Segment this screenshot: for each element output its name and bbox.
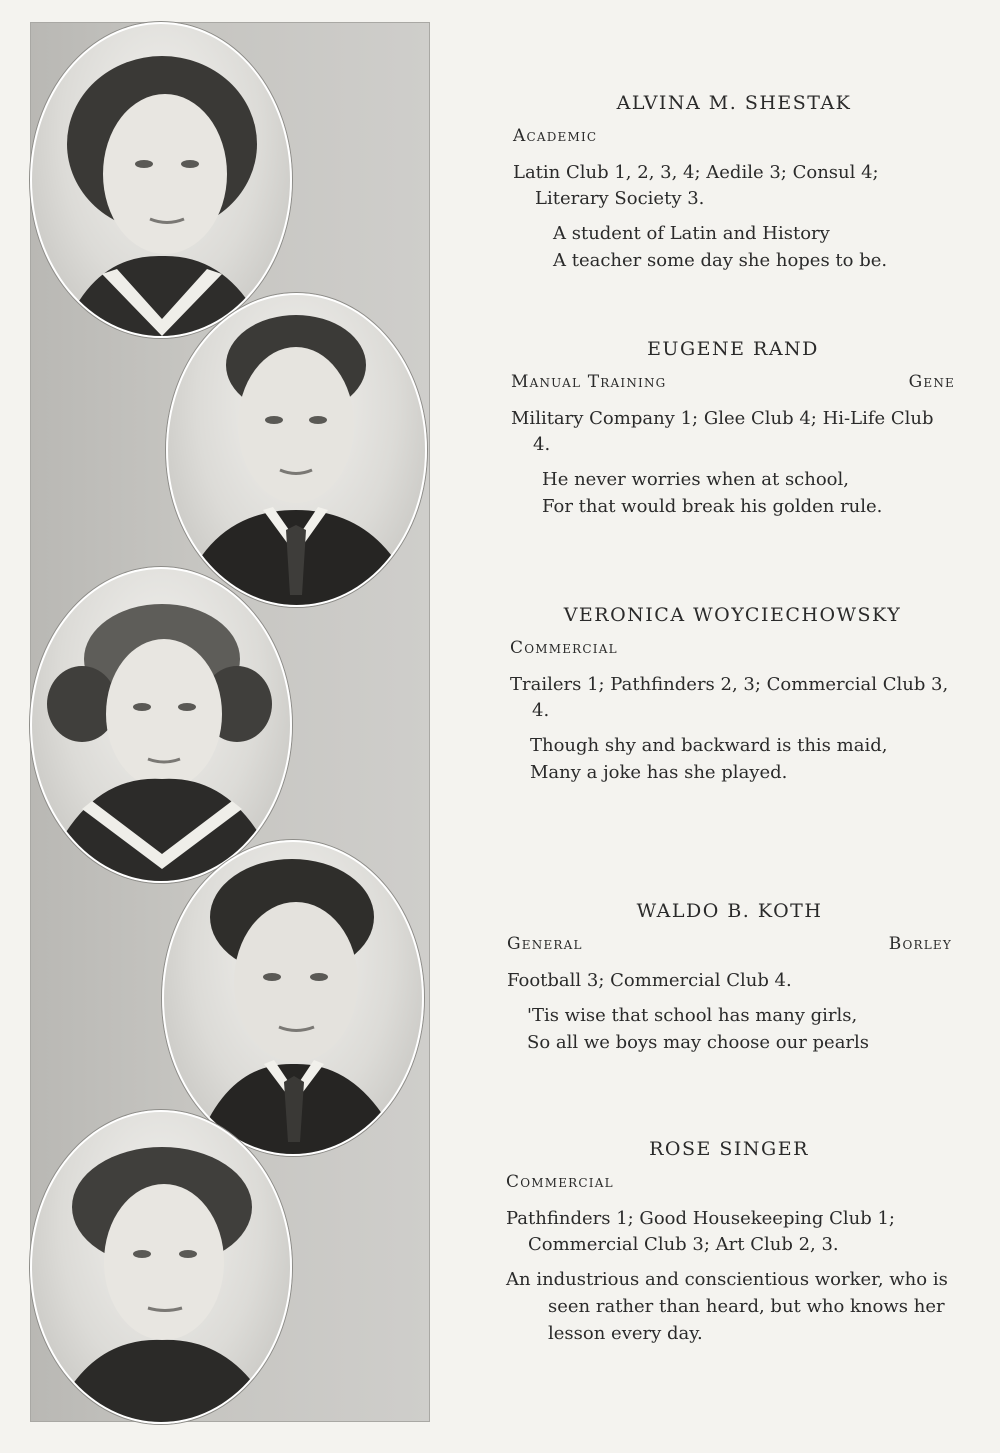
course-label: Academic [513, 126, 598, 146]
portrait-veronica-woyciechowsky [30, 567, 292, 883]
student-name: VERONICA WOYCIECHOWSKY [563, 604, 902, 626]
motto-line: So all we boys may choose our pearls [527, 1032, 870, 1053]
motto-line: A teacher some day she hopes to be. [553, 250, 888, 271]
nickname-label: Gene [908, 372, 955, 392]
motto-line: For that would break his golden rule. [542, 496, 883, 517]
course-label: Commercial [506, 1172, 614, 1192]
course-label: General [507, 934, 583, 954]
motto-line: Though shy and backward is this maid, [530, 735, 888, 756]
motto-line: Many a joke has she played. [530, 762, 788, 783]
motto-line: 'Tis wise that school has many girls, [527, 1005, 858, 1026]
portrait-photo-image [32, 1112, 290, 1422]
student-entry [511, 338, 955, 520]
course-label: Manual Training [511, 372, 667, 392]
portrait-rose-singer [30, 1110, 292, 1424]
student-name: ROSE SINGER [649, 1138, 809, 1160]
portrait-photo-image [32, 24, 290, 336]
portrait-eugene-rand [166, 293, 427, 607]
course-row [506, 1172, 952, 1192]
activities-text: Trailers 1; Pathfinders 2, 3; Commercial Club 3, 4. [510, 674, 949, 721]
portrait-photo-image [32, 569, 290, 881]
nickname-label: Borley [888, 934, 952, 954]
motto-line: He never worries when at school, [542, 469, 850, 490]
motto-text: An industrious and conscientious worker, who is seen rather than heard, but who knows her lesson every day. [506, 1269, 948, 1344]
activities-text: Pathfinders 1; Good Housekeeping Club 1; Commercial Club 3; Art Club 2, 3. [506, 1208, 895, 1255]
student-entry [510, 604, 955, 786]
activities-text: Football 3; Commercial Club 4. [507, 970, 792, 991]
motto-line: A student of Latin and History [553, 223, 830, 244]
course-label: Commercial [510, 638, 618, 658]
student-entry [513, 92, 955, 274]
activities-text: Latin Club 1, 2, 3, 4; Aedile 3; Consul 4; Literary Society 3. [513, 162, 879, 209]
portrait-waldo-koth [162, 840, 424, 1156]
student-name: ALVINA M. SHESTAK [616, 92, 852, 114]
portrait-alvina-shestak [30, 22, 292, 338]
student-name: EUGENE RAND [647, 338, 819, 360]
portrait-photo-image [164, 842, 422, 1154]
course-row [513, 126, 955, 146]
student-name: WALDO B. KOTH [636, 900, 823, 922]
course-row [510, 638, 955, 658]
course-row [507, 934, 952, 954]
photo-strip [30, 22, 430, 1422]
course-row [511, 372, 955, 392]
portrait-photo-image [168, 295, 425, 605]
student-entry [507, 900, 952, 1056]
activities-text: Military Company 1; Glee Club 4; Hi-Life Club 4. [511, 408, 934, 455]
student-entry [506, 1138, 952, 1347]
